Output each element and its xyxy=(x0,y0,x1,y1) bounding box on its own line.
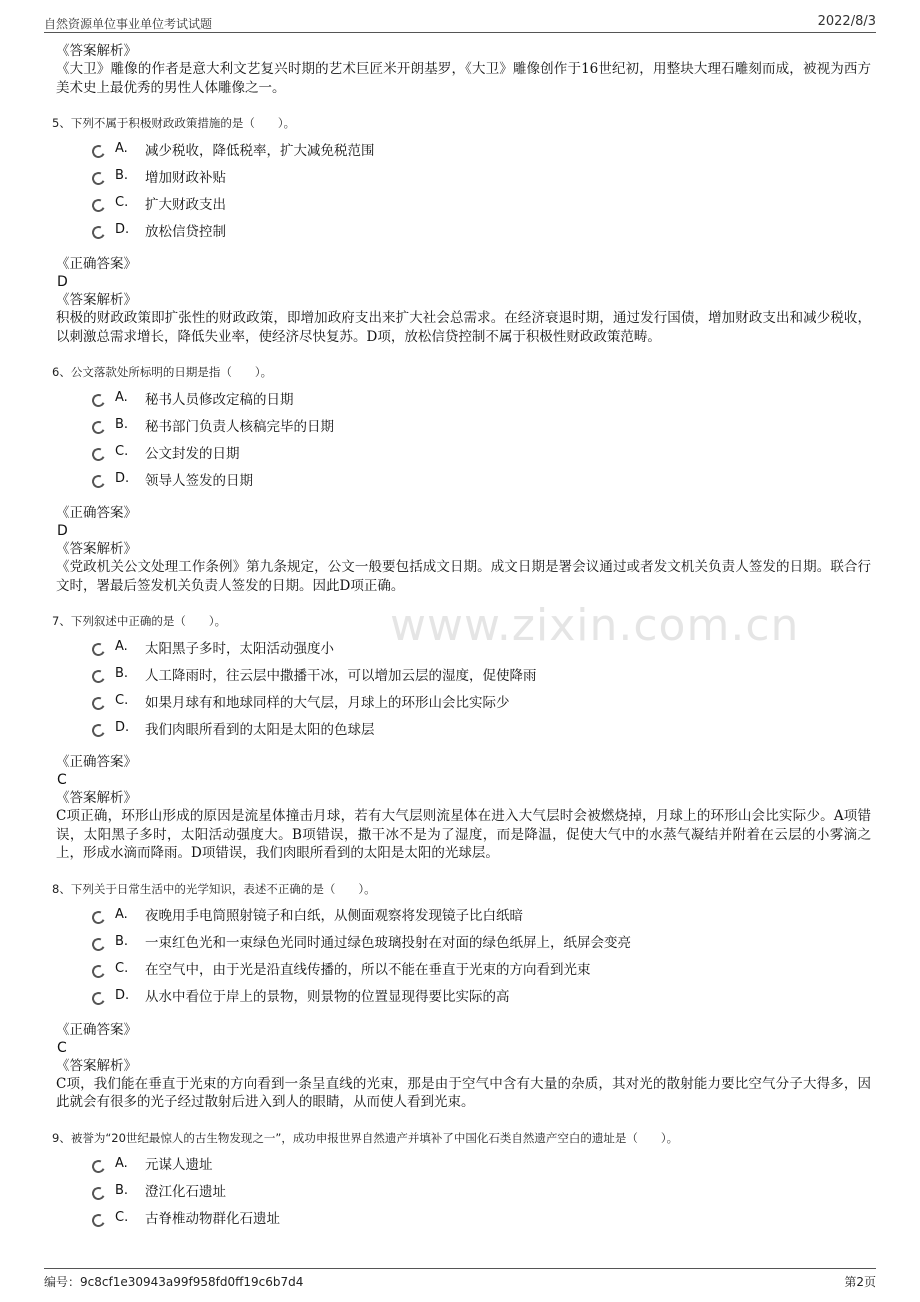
radio-icon[interactable] xyxy=(90,1158,107,1175)
option-letter: B. xyxy=(115,933,129,949)
correct-answer-label: 《正确答案》 xyxy=(56,754,137,770)
radio-icon[interactable] xyxy=(90,197,107,214)
option-text: 在空气中，由于光是沿直线传播的，所以不能在垂直于光束的方向看到光束 xyxy=(145,962,591,978)
radio-icon[interactable] xyxy=(90,936,107,953)
answer-option[interactable] xyxy=(92,135,871,162)
option-text: 太阳黑子多时，太阳活动强度小 xyxy=(145,640,334,657)
answer-option[interactable] xyxy=(92,1204,871,1231)
radio-icon[interactable] xyxy=(90,473,107,490)
analysis-text: C项，我们能在垂直于光束的方向看到一条呈直线的光束，那是由于空气中含有大量的杂质，其对光的散射能力要比空气分子大得多，因此就会有很多的光子经过散射后进入到人的眼睛，从而使人看到光束。 xyxy=(56,1075,871,1110)
question-block xyxy=(52,1130,871,1231)
option-list xyxy=(92,384,871,492)
page-number: 第2页 xyxy=(844,1275,876,1289)
question-block xyxy=(52,364,871,613)
analysis-label: 《答案解析》 xyxy=(56,790,137,806)
analysis-label: 《答案解析》 xyxy=(56,1057,137,1074)
option-letter: C. xyxy=(115,960,129,976)
analysis-text: 积极的财政政策即扩张性的财政政策，即增加政府支出来扩大社会总需求。在经济衰退时期，通过发行国债，增加财政支出和减少税收，以刺激总需求增长，降低失业率，使经济尽快复苏。D项，放松信贷控制不属于积极性财政政策范畴。 xyxy=(56,310,871,345)
option-text: 秘书人员修改定稿的日期 xyxy=(145,391,294,408)
watermark: www.zixin.com.cn xyxy=(390,600,800,651)
page-footer xyxy=(44,1268,876,1291)
document-body xyxy=(52,42,871,1231)
option-text: 古脊椎动物群化石遗址 xyxy=(145,1211,280,1227)
question-block xyxy=(52,613,871,881)
radio-icon[interactable] xyxy=(90,224,107,241)
option-text: 澄江化石遗址 xyxy=(145,1184,226,1200)
answer-option[interactable] xyxy=(92,162,871,189)
radio-icon[interactable] xyxy=(90,419,107,436)
correct-answer: D xyxy=(57,523,68,539)
answer-option[interactable] xyxy=(92,216,871,243)
radio-icon[interactable] xyxy=(90,170,107,187)
question-block xyxy=(52,881,871,1130)
option-text: 元谋人遗址 xyxy=(145,1157,213,1173)
answer-option[interactable] xyxy=(92,411,871,438)
correct-answer: D xyxy=(57,274,68,290)
option-letter: D. xyxy=(115,222,130,237)
analysis-text: 《党政机关公文处理工作条例》第九条规定，公文一般要包括成文日期。成文日期是署会议通过或者发文机关负责人签发的日期。联合行文时，署最后签发机关负责人签发的日期。因此D项正确。 xyxy=(56,559,871,594)
option-letter: A. xyxy=(115,141,128,156)
answer-option[interactable] xyxy=(92,714,871,741)
option-text: 如果月球有和地球同样的大气层，月球上的环形山会比实际少 xyxy=(145,694,510,711)
option-letter: B. xyxy=(115,417,129,432)
answer-option[interactable] xyxy=(92,660,871,687)
radio-icon[interactable] xyxy=(90,446,107,463)
answer-option[interactable] xyxy=(92,438,871,465)
analysis-label: 《答案解析》 xyxy=(56,292,137,308)
analysis-text: 《大卫》雕像的作者是意大利文艺复兴时期的艺术巨匠米开朗基罗，《大卫》雕像创作于16世纪初，用整块大理石雕刻而成，被视为西方美术史上最优秀的男性人体雕像之一。 xyxy=(56,61,871,96)
radio-icon[interactable] xyxy=(90,963,107,980)
answer-option[interactable] xyxy=(92,982,871,1009)
answer-option[interactable] xyxy=(92,633,871,660)
correct-answer: C xyxy=(57,1039,67,1056)
option-letter: C. xyxy=(115,195,129,210)
option-letter: A. xyxy=(115,906,128,922)
option-letter: C. xyxy=(115,693,129,708)
question-stem: 8、下列关于日常生活中的光学知识，表述不正确的是（ ）。 xyxy=(52,881,376,896)
radio-icon[interactable] xyxy=(90,990,107,1007)
correct-answer-label: 《正确答案》 xyxy=(56,256,137,272)
option-text: 夜晚用手电筒照射镜子和白纸，从侧面观察将发现镜子比白纸暗 xyxy=(145,908,523,924)
answer-option[interactable] xyxy=(92,189,871,216)
correct-answer: C xyxy=(57,772,67,788)
option-letter: C. xyxy=(115,1209,129,1225)
option-text: 人工降雨时，往云层中撒播干冰，可以增加云层的湿度，促使降雨 xyxy=(145,667,537,684)
analysis-label: 《答案解析》 xyxy=(56,541,137,557)
option-letter: A. xyxy=(115,639,128,654)
option-list xyxy=(92,633,871,741)
question-block xyxy=(52,115,871,364)
option-text: 一束红色光和一束绿色光同时通过绿色玻璃投射在对面的绿色纸屏上，纸屏会变亮 xyxy=(145,935,631,951)
option-letter: D. xyxy=(115,987,130,1003)
question-stem: 6、公文落款处所标明的日期是指（ ）。 xyxy=(52,365,273,379)
option-letter: A. xyxy=(115,390,128,405)
question-stem: 7、下列叙述中正确的是（ ）。 xyxy=(52,614,227,628)
option-letter: A. xyxy=(115,1155,128,1171)
radio-icon[interactable] xyxy=(90,1185,107,1202)
radio-icon[interactable] xyxy=(90,641,107,658)
option-text: 减少税收，降低税率，扩大减免税范围 xyxy=(145,142,375,159)
answer-option[interactable] xyxy=(92,384,871,411)
question-stem: 9、被誉为“20世纪最惊人的古生物发现之一”，成功申报世界自然遗产并填补了中国化石类自然遗产空白的遗址是（ ）。 xyxy=(52,1130,679,1145)
radio-icon[interactable] xyxy=(90,392,107,409)
option-text: 放松信贷控制 xyxy=(145,223,226,240)
option-list xyxy=(92,901,871,1009)
correct-answer-label: 《正确答案》 xyxy=(56,505,137,521)
analysis-text: C项正确，环形山形成的原因是流星体撞击月球，若有大气层则流星体在进入大气层时会被燃烧掉，月球上的环形山会比实际少。A项错误，太阳黑子多时，太阳活动强度大。B项错误，撒干冰不是为了湿度，而是降温，促使大气中的水蒸气凝结并附着在云层的小雾滴之上，形成水滴而降雨。D项错误，我们肉眼所看到的太阳是太阳的光球层。 xyxy=(56,808,871,861)
option-letter: C. xyxy=(115,444,129,459)
option-text: 扩大财政支出 xyxy=(145,196,226,213)
radio-icon[interactable] xyxy=(90,1212,107,1229)
document-code: 编号：9c8cf1e30943a99f958fd0ff19c6b7d4 xyxy=(44,1275,304,1289)
option-text: 从水中看位于岸上的景物，则景物的位置显现得要比实际的高 xyxy=(145,989,510,1005)
option-letter: B. xyxy=(115,168,129,183)
answer-option[interactable] xyxy=(92,465,871,492)
answer-option[interactable] xyxy=(92,1150,871,1177)
option-letter: B. xyxy=(115,666,129,681)
correct-answer-label: 《正确答案》 xyxy=(56,1021,137,1038)
radio-icon[interactable] xyxy=(90,722,107,739)
answer-option[interactable] xyxy=(92,928,871,955)
option-text: 我们肉眼所看到的太阳是太阳的色球层 xyxy=(145,721,375,738)
answer-option[interactable] xyxy=(92,1177,871,1204)
radio-icon[interactable] xyxy=(90,909,107,926)
radio-icon[interactable] xyxy=(90,668,107,685)
document-title: 自然资源单位事业单位考试试题 xyxy=(44,17,213,31)
page-header xyxy=(44,12,876,33)
option-text: 秘书部门负责人核稿完毕的日期 xyxy=(145,418,334,435)
answer-option[interactable] xyxy=(92,687,871,714)
option-text: 增加财政补贴 xyxy=(145,169,226,186)
document-date: 2022/8/3 xyxy=(817,14,876,29)
question-list xyxy=(52,115,871,1231)
question-stem: 5、下列不属于积极财政政策措施的是（ ）。 xyxy=(52,116,296,130)
option-text: 领导人签发的日期 xyxy=(145,472,253,489)
radio-icon[interactable] xyxy=(90,695,107,712)
option-list xyxy=(92,1150,871,1231)
option-letter: D. xyxy=(115,471,130,486)
option-text: 公文封发的日期 xyxy=(145,445,240,462)
answer-option[interactable] xyxy=(92,955,871,982)
option-list xyxy=(92,135,871,243)
answer-option[interactable] xyxy=(92,901,871,928)
analysis-label: 《答案解析》 xyxy=(56,43,137,59)
option-letter: D. xyxy=(115,720,130,735)
radio-icon[interactable] xyxy=(90,143,107,160)
option-letter: B. xyxy=(115,1182,129,1198)
